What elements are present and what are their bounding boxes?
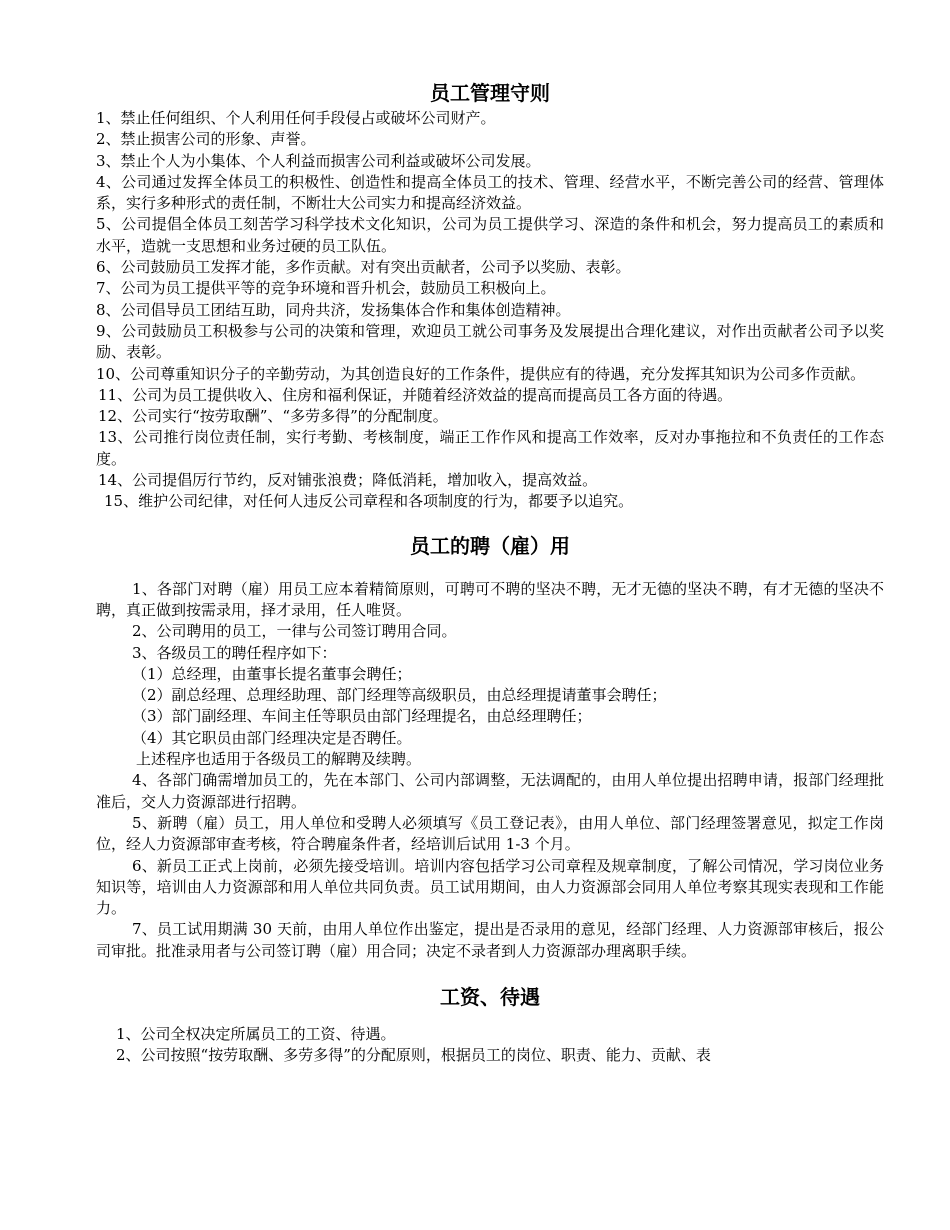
- rule-item: 14、公司提倡厉行节约，反对铺张浪费；降低消耗，增加收入，提高效益。: [98, 471, 598, 490]
- wages-item: 2、公司按照“按劳取酬、多劳多得”的分配原则，根据员工的岗位、职责、能力、贡献、表: [116, 1046, 711, 1065]
- rule-item: 7、公司为员工提供平等的竞争环境和晋升机会，鼓励员工积极向上。: [96, 279, 556, 298]
- section-title-rules: 员工管理守则: [430, 81, 550, 105]
- hiring-subitem: （1）总经理，由董事长提名董事会聘任；: [132, 664, 412, 683]
- hiring-item: 5、新聘（雇）员工，用人单位和受聘人必须填写《员工登记表》，由用人单位、部门经理签署意见，拟定工作岗位，经人力资源部审查考核，符合聘雇条件者，经培训后试用 1-3 个月。: [96, 813, 884, 854]
- hiring-subitem: （3）部门副经理、车间主任等职员由部门经理提名，由总经理聘任；: [132, 707, 592, 726]
- hiring-item: 1、各部门对聘（雇）用员工应本着精简原则，可聘可不聘的坚决不聘，无才无德的坚决不聘，有才无德的坚决不聘，真正做到按需录用，择才录用，任人唯贤。: [96, 579, 884, 619]
- hiring-item: 3、各级员工的聘任程序如下：: [132, 643, 337, 662]
- hiring-note: 上述程序也适用于各级员工的解聘及续聘。: [136, 750, 422, 769]
- rule-item: 3、禁止个人为小集体、个人利益而损害公司利益或破坏公司发展。: [96, 151, 541, 170]
- rule-item: 10、公司尊重知识分子的辛勤劳动，为其创造良好的工作条件，提供应有的待遇，充分发挥其知识为公司多作贡献。: [96, 364, 866, 383]
- document-page: [96, 80, 884, 1067]
- hiring-item: 2、公司聘用的员工，一律与公司签订聘用合同。: [132, 622, 457, 641]
- section-title-hiring: 员工的聘（雇）用: [410, 533, 570, 558]
- rule-item: 2、禁止损害公司的形象、声誉。: [96, 130, 316, 149]
- rule-item: 5、公司提倡全体员工刻苦学习科学技术文化知识，公司为员工提供学习、深造的条件和机会，努力提高员工的素质和水平，造就一支思想和业务过硬的员工队伍。: [96, 215, 884, 255]
- section-title-wages: 工资、待遇: [440, 984, 540, 1009]
- rule-item: 4、公司通过发挥全体员工的积极性、创造性和提高全体员工的技术、管理、经营水平，不断完善公司的经营、管理体系，实行多种形式的责任制，不断壮大公司实力和提高经济效益。: [96, 172, 884, 213]
- hiring-subitem: （4）其它职员由部门经理决定是否聘任。: [132, 728, 412, 747]
- rule-item: 6、公司鼓励员工发挥才能，多作贡献。对有突出贡献者，公司予以奖励、表彰。: [96, 258, 631, 277]
- rule-item: 8、公司倡导员工团结互助，同舟共济，发扬集体合作和集体创造精神。: [96, 300, 571, 319]
- rule-item: 13、公司推行岗位责任制，实行考勤、考核制度，端正工作作风和提高工作效率，反对办事拖拉和不负责任的工作态度。: [96, 428, 884, 468]
- hiring-item: 6、新员工正式上岗前，必须先接受培训。培训内容包括学习公司章程及规章制度，了解公司情况，学习岗位业务知识等，培训由人力资源部和用人单位共同负责。员工试用期间，由人力资源部会同用人单位考察其现实表现和工作能力。: [96, 856, 884, 918]
- rule-item: 9、公司鼓励员工积极参与公司的决策和管理，欢迎员工就公司事务及发展提出合理化建议，对作出贡献者公司予以奖励、表彰。: [96, 321, 884, 362]
- wages-item: 1、公司全权决定所属员工的工资、待遇。: [116, 1024, 396, 1043]
- rule-item: 12、公司实行“按劳取酬”、“多劳多得”的分配制度。: [98, 407, 448, 426]
- hiring-item: 7、员工试用期满 30 天前，由用人单位作出鉴定，提出是否录用的意见，经部门经理、人力资源部审核后，报公司审批。批准录用者与公司签订聘（雇）用合同；决定不录者到人力资源部办理离职手续。: [96, 920, 884, 960]
- hiring-subitem: （2）副总经理、总理经助理、部门经理等高级职员，由总经理提请董事会聘任；: [132, 686, 667, 705]
- rule-item: 11、公司为员工提供收入、住房和福利保证，并随着经济效益的提高而提高员工各方面的待遇。: [98, 385, 733, 404]
- hiring-item: 4、各部门确需增加员工的，先在本部门、公司内部调整，无法调配的，由用人单位提出招聘申请，报部门经理批准后，交人力资源部进行招聘。: [96, 771, 884, 811]
- rule-item: 1、禁止任何组织、个人利用任何手段侵占或破坏公司财产。: [96, 109, 496, 127]
- rule-item: 15、维护公司纪律，对任何人违反公司章程和各项制度的行为，都要予以追究。: [104, 492, 634, 511]
